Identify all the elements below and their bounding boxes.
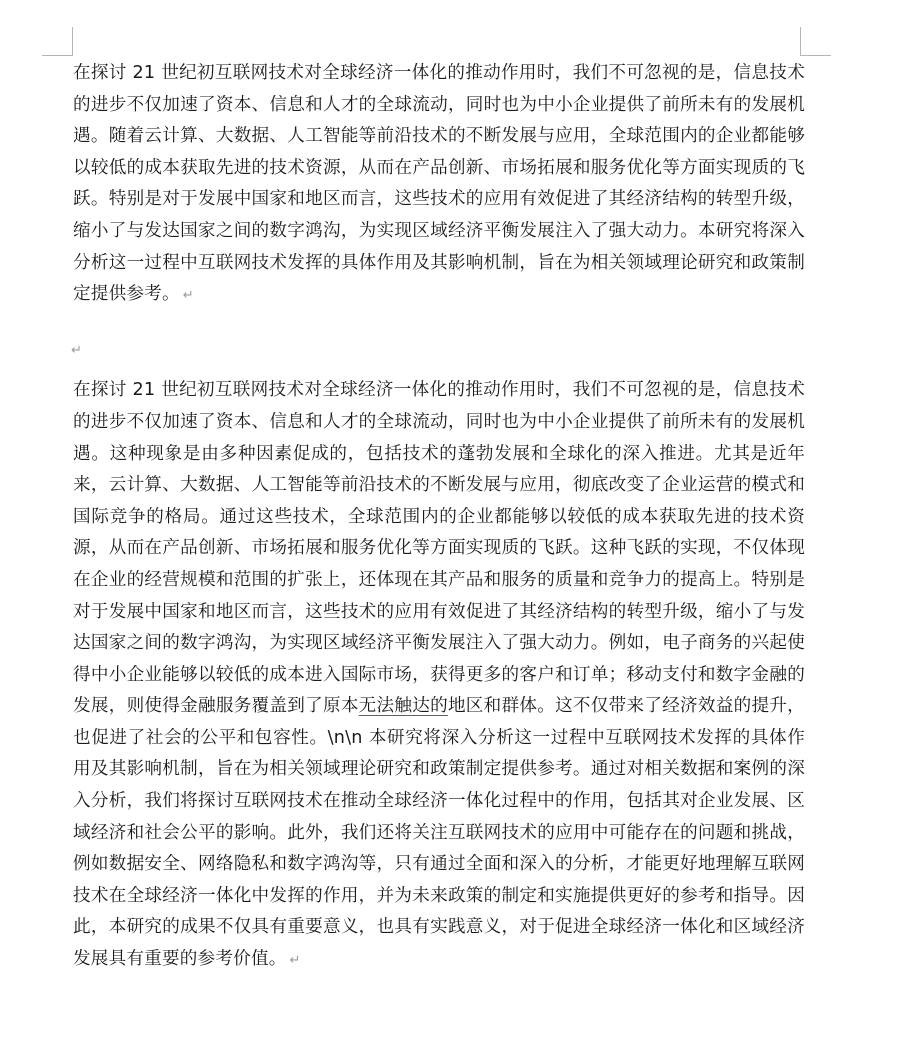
paragraph-text: 在探讨 21 世纪初互联网技术对全球经济一体化的推动作用时，我们不可忽视的是，信息技术的进步不仅加速了资本、信息和人才的全球流动，同时也为中小企业提供了前所未有的发展机遇。随着云计算、大数据、人工智能等前沿技术的不断发展与应用，全球范围内的企业都能够以较低的成本获取先进的技术资源，从而在产品创新、市场拓展和服务优化等方面实现质的飞跃。特别是对于发展中国家和地区而言，这些技术的应用有效促进了其经济结构的转型升级，缩小了与发达国家之间的数字鸿沟，为实现区域经济平衡发展注入了强大动力。本研究将深入分析这一过程中互联网技术发挥的具体作用及其影响机制，旨在为相关领域理论研究和政策制定提供参考。 (73, 63, 805, 305)
paragraph-text: 在探讨 21 世纪初互联网技术对全球经济一体化的推动作用时，我们不可忽视的是，信息技术的进步不仅加速了资本、信息和人才的全球流动，同时也为中小企业提供了前所未有的发展机遇。这种现象是由多种因素促成的，包括技术的蓬勃发展和全球化的深入推进。尤其是近年来，云计算、大数据、人工智能等前沿技术的不断发展与应用，彻底改变了企业运营的模式和国际竞争的格局。通过这些技术，全球范围内的企业都能够以较低的成本获取先进的技术资源，从而在产品创新、市场拓展和服务优化等方面实现质的飞跃。这种飞跃的实现，不仅体现在企业的经营规模和范围的扩张上，还体现在其产品和服务的质量和竞争力的提高上。特别是对于发展中国家和地区而言，这些技术的应用有效促进了其经济结构的转型升级，缩小了与发达国家之间的数字鸿沟，为实现区域经济平衡发展注入了强大动力。例如，电子商务的兴起使得中小企业能够以较低的成本进入国际市场，获得更多的客户和订单；移动支付和数字金融的发展，则使得金融服务覆盖到了原本 (73, 380, 805, 717)
paragraph-mark-icon: ↵ (289, 953, 301, 969)
paragraph-mark-icon: ↵ (71, 342, 83, 358)
paragraph-mark-icon: ↵ (182, 288, 194, 304)
paragraph-spacing (73, 312, 805, 328)
paragraph[interactable] (73, 58, 805, 312)
document-body[interactable] (73, 58, 805, 977)
empty-paragraph[interactable] (71, 328, 805, 360)
paragraph-spacing (73, 359, 805, 375)
paragraph-text: 地区和群体。这不仅带来了经济效益的提升，也促进了社会的公平和包容性。\n\n 本研究将深入分析这一过程中互联网技术发挥的具体作用及其影响机制，旨在为相关领域理论研究和政策制定提供参考。通过对相关数据和案例的深入分析，我们将探讨互联网技术在推动全球经济一体化过程中的作用，包括其对企业发展、区域经济和社会公平的影响。此外，我们还将关注互联网技术的应用中可能存在的问题和挑战，例如数据安全、网络隐私和数字鸿沟等，只有通过全面和深入的分析，才能更好地理解互联网技术在全球经济一体化中发挥的作用，并为未来政策的制定和实施提供更好的参考和指导。因此，本研究的成果不仅具有重要意义，也具有实践意义，对于促进全球经济一体化和区域经济发展具有重要的参考价值。 (73, 696, 805, 970)
top-left-margin-marker (42, 27, 73, 56)
paragraph[interactable] (73, 375, 805, 976)
top-right-margin-marker (800, 27, 831, 56)
grammar-flagged-text[interactable]: 无法触达的 (358, 696, 448, 717)
